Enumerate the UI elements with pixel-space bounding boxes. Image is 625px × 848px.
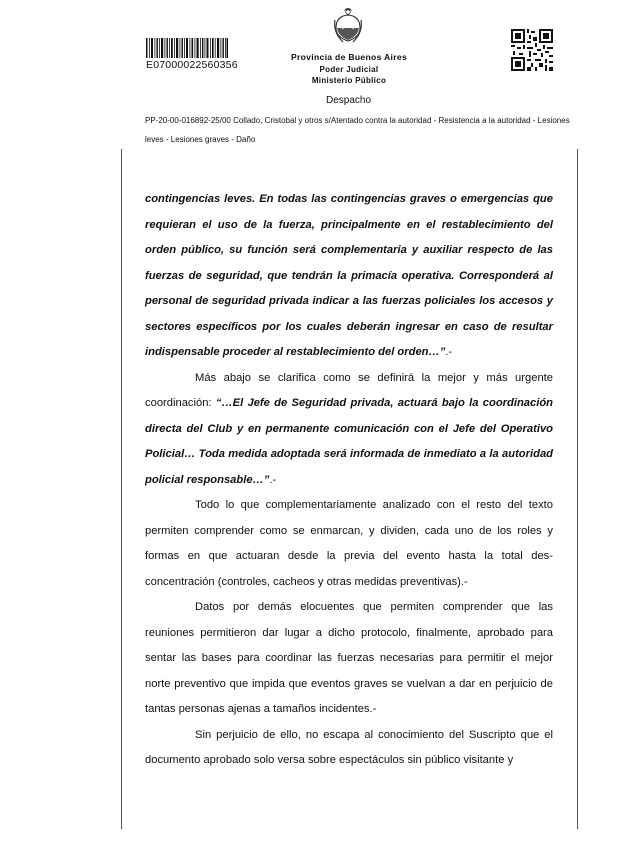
paragraph-2 (145, 366, 553, 494)
institution-block (269, 52, 429, 87)
document-body (145, 187, 553, 774)
quote-text: “…El Jefe de Seguridad privada, actuará bajo la coordinación directa del Club y en permanente comunicación con el Jefe del Operativo Policial… Toda medida adoptada será informada de inmediato a la autoridad policial responsable…” (145, 397, 553, 486)
left-margin-rule (121, 149, 122, 829)
institution-judicial: Poder Judicial (319, 64, 379, 74)
barcode-number: E07000022560356 (146, 59, 238, 71)
barcode (146, 38, 228, 58)
paragraph-4: Datos por demás elocuentes que permiten comprender que las reuniones permitieron dar lugar a dicho protocolo, finalmente, aprobado para sentar las bases para coordinar las fuerzas necesarias para permitir el mejor norte preventivo que impida que eventos graves se vuelvan a dar en perjuicio de tantas personas ajenas a tamaños incidentes.- (145, 601, 553, 715)
coat-of-arms-icon (333, 6, 363, 46)
paragraph-end: .- (445, 346, 453, 358)
quote-text: contingencias leves. En todas las contingencias graves o emergencias que requieran el uso de la fuerza, principalmente en el restablecimiento del orden público, su función será complementaria y auxiliar respecto de las fuerzas de seguridad, que tendrán la primacía operativa. Corresponderá al personal de seguridad privada indicar a las fuerzas policiales los accesos y sectores específicos por los cuales deberán ingresar en caso de resultar indispensable proceder al restablecimiento del orden…” (145, 193, 553, 358)
paragraph-3: Todo lo que complementariamente analizado con el resto del texto permiten comprender como se enmarcan, y dividen, cada uno de los roles y formas en que actuaran desde la previa del evento hasta la total des-concentración (controles, cacheos y otras medidas preventivas).- (145, 499, 553, 588)
right-margin-rule (577, 149, 578, 829)
paragraph-end: .- (269, 473, 277, 486)
institution-province: Provincia de Buenos Aires (290, 52, 408, 62)
paragraph-lead: Más abajo se clarifica como se definirá la mejor y más urgente coordinación: (145, 371, 553, 409)
document-type: Despacho (325, 95, 372, 106)
paragraph-1 (145, 187, 553, 366)
paragraph-5: Sin perjuicio de ello, no escapa al conocimiento del Suscripto que el documento aprobado solo versa sobre espectáculos sin público visitante y (145, 728, 553, 766)
case-caption: PP-20-00-016892-25/00 Collado, Cristobal y otros s/Atentado contra la autoridad - Resistencia a la autoridad - Lesiones leves - Lesiones graves - Daño (145, 116, 570, 144)
institution-ministry: Ministerio Público (311, 76, 387, 85)
qr-code (511, 29, 553, 71)
